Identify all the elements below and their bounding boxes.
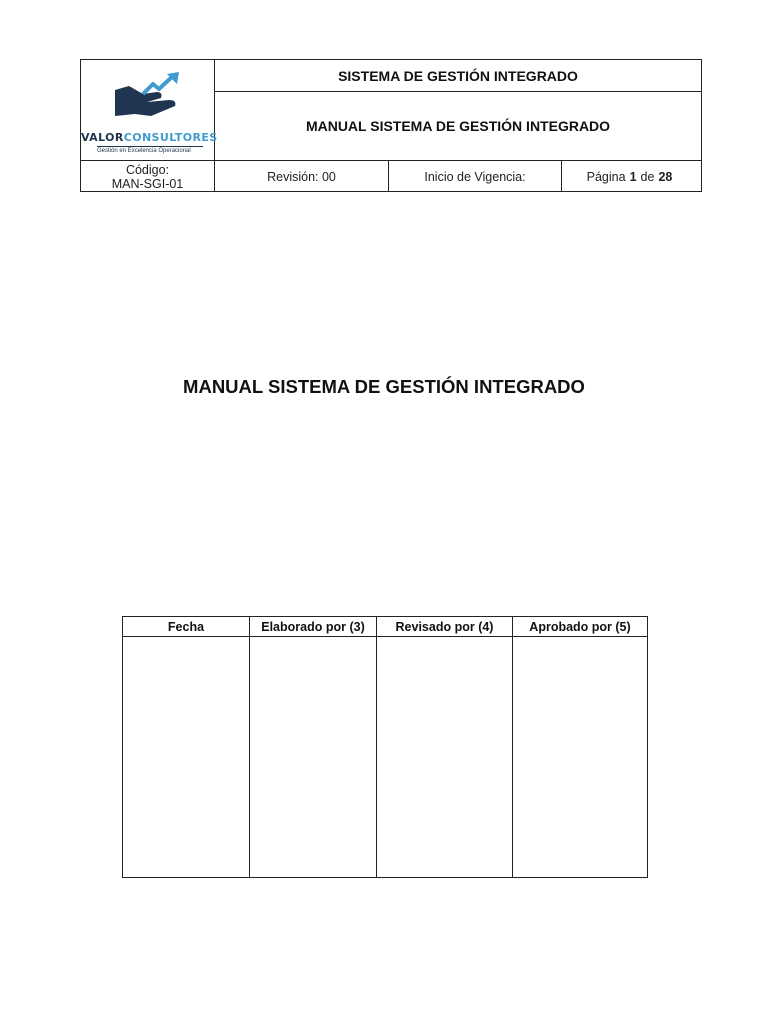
document-header [80, 59, 702, 192]
column-header-fecha: Fecha [123, 617, 250, 637]
logo-word-valor: VALOR [81, 131, 124, 144]
codigo-value: MAN-SGI-01 [111, 176, 184, 191]
column-header-revisado: Revisado por (4) [377, 617, 513, 637]
logo [81, 60, 218, 160]
codigo-cell [81, 161, 215, 192]
pagina-de: de [640, 169, 655, 184]
pagina-total: 28 [658, 169, 673, 184]
header-meta-row [81, 160, 701, 192]
logo-tagline: Gestión en Excelencia Operacional [97, 146, 203, 154]
vigencia-cell: Inicio de Vigencia: [389, 161, 562, 192]
aprobado-cell[interactable] [513, 637, 648, 878]
table-row [123, 637, 648, 878]
pagina-cell [562, 161, 701, 192]
hand-arrow-logo-icon [113, 72, 183, 128]
approval-header-row [123, 617, 648, 637]
revision-cell: Revisión: 00 [215, 161, 389, 192]
column-header-aprobado: Aprobado por (5) [513, 617, 648, 637]
revisado-cell[interactable] [377, 637, 513, 878]
document-title: MANUAL SISTEMA DE GESTIÓN INTEGRADO [305, 118, 611, 134]
approval-table [122, 616, 648, 878]
logo-word-consultores: CONSULTORES [123, 131, 218, 144]
main-title: MANUAL SISTEMA DE GESTIÓN INTEGRADO [183, 376, 585, 397]
pagina-label: Página [586, 169, 626, 184]
system-title: SISTEMA DE GESTIÓN INTEGRADO [215, 60, 701, 92]
elaborado-cell[interactable] [250, 637, 377, 878]
codigo-label: Código: [125, 162, 170, 177]
logo-wordmark [81, 131, 218, 144]
pagina-current: 1 [629, 169, 637, 184]
fecha-cell[interactable] [123, 637, 250, 878]
column-header-elaborado: Elaborado por (3) [250, 617, 377, 637]
